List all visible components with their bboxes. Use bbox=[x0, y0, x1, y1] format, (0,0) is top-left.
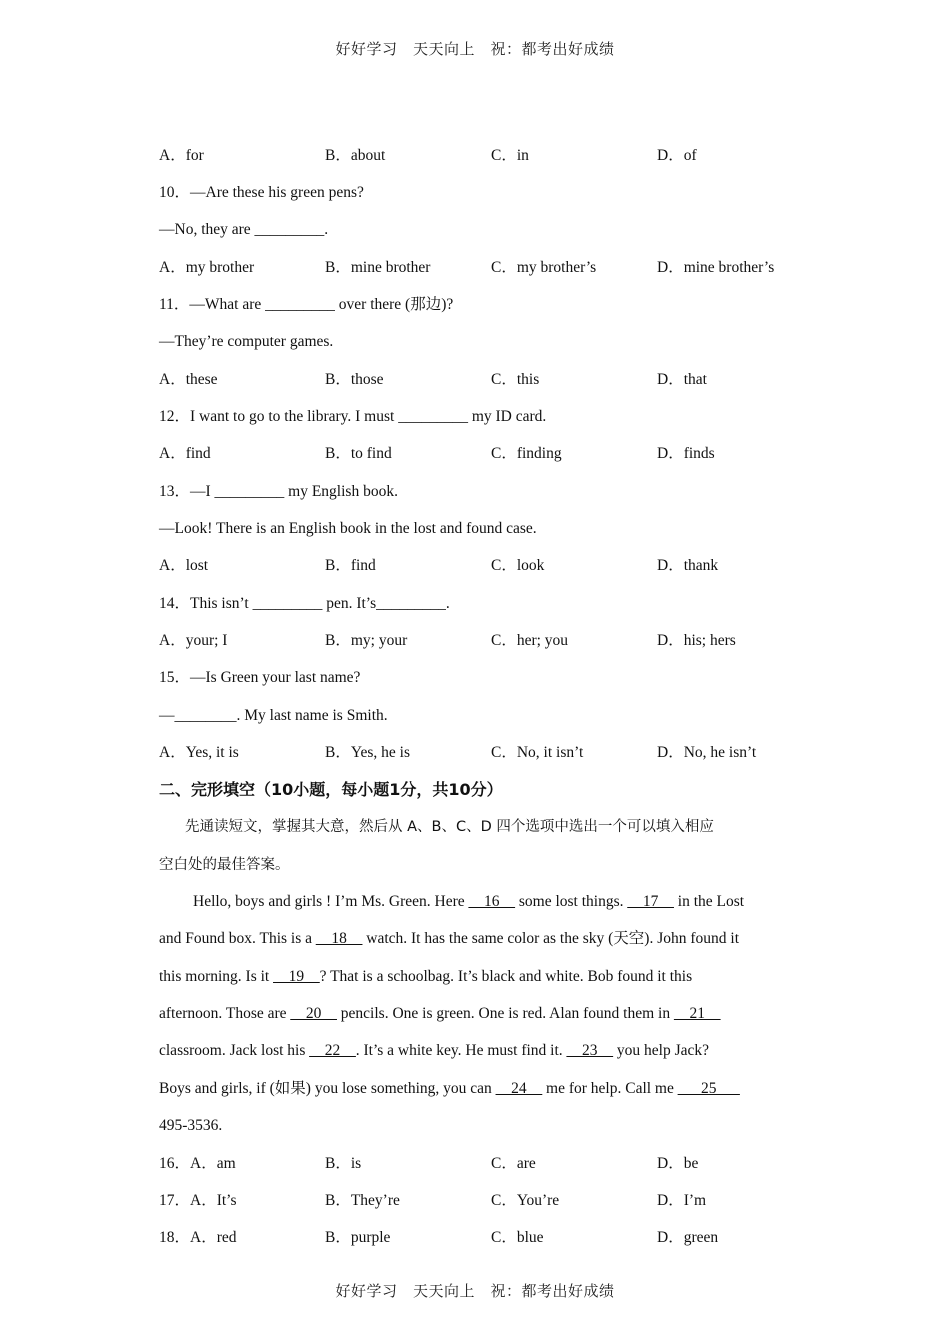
blank-16: __16__ bbox=[468, 893, 515, 910]
q15-line2: —________. My last name is Smith. bbox=[159, 707, 388, 724]
q16-option-c: C．are bbox=[491, 1155, 536, 1172]
passage-line-7: 495-3536. bbox=[159, 1117, 223, 1134]
passage-line-1 bbox=[193, 892, 744, 912]
q16-option-b: B．is bbox=[325, 1155, 362, 1172]
q17-option-b: B．They’re bbox=[325, 1192, 400, 1209]
passage-text: pencils. One is green. One is red. Alan found them in bbox=[336, 1005, 674, 1022]
q9-option-b: B．about bbox=[325, 147, 386, 164]
q15-option-c: C．No, it isn’t bbox=[491, 744, 584, 761]
passage-line-2 bbox=[159, 929, 739, 949]
q18-option-c: C．blue bbox=[491, 1229, 544, 1246]
q10-stem: 10．—Are these his green pens? bbox=[159, 184, 364, 201]
q11-option-b: B．those bbox=[325, 371, 384, 388]
q12-option-d: D．finds bbox=[657, 445, 715, 462]
passage-line-6 bbox=[159, 1079, 740, 1099]
blank-24: __24__ bbox=[495, 1080, 543, 1097]
section-title: 二、完形填空（10小题，每小题1分，共10分） bbox=[159, 780, 503, 799]
passage-text: classroom. Jack lost his bbox=[159, 1042, 310, 1059]
q10-option-a: A．my brother bbox=[159, 259, 255, 276]
q17-option-d: D．I’m bbox=[657, 1192, 707, 1209]
passage-text: afternoon. Those are bbox=[159, 1005, 291, 1022]
q13-option-b: B．find bbox=[325, 557, 376, 574]
q15-stem: 15．—Is Green your last name? bbox=[159, 669, 361, 686]
passage-text: Boys and girls, if (如果) you lose something, you can bbox=[159, 1080, 496, 1097]
section-instructions-2: 空白处的最佳答案。 bbox=[159, 857, 290, 873]
q12-stem: 12．I want to go to the library. I must _________ my ID card. bbox=[159, 408, 547, 425]
q14-option-d: D．his; hers bbox=[657, 632, 736, 649]
q13-stem: 13．—I _________ my English book. bbox=[159, 483, 398, 500]
q13-line2: —Look! There is an English book in the lost and found case. bbox=[159, 520, 537, 537]
q10-option-b: B．mine brother bbox=[325, 259, 431, 276]
q9-option-d: D．of bbox=[657, 147, 697, 164]
q11-option-a: A．these bbox=[159, 371, 218, 388]
passage-text: this morning. Is it bbox=[159, 968, 274, 985]
blank-25: ___25___ bbox=[677, 1080, 740, 1097]
q10-line2: —No, they are _________. bbox=[159, 221, 329, 238]
page-footer: 好好学习 天天向上 祝：都考出好成绩 bbox=[335, 1282, 615, 1300]
blank-17: __17__ bbox=[627, 893, 674, 910]
q15-option-b: B．Yes, he is bbox=[325, 744, 410, 761]
passage-text: some lost things. bbox=[515, 893, 628, 910]
q14-option-b: B．my; your bbox=[325, 632, 408, 649]
q11-stem: 11．—What are _________ over there (那边)? bbox=[159, 296, 454, 313]
blank-20: __20__ bbox=[290, 1005, 337, 1022]
q15-option-d: D．No, he isn’t bbox=[657, 744, 757, 761]
q11-option-c: C．this bbox=[491, 371, 540, 388]
blank-18: __18__ bbox=[315, 930, 363, 947]
q18-option-a: 18．A．red bbox=[159, 1229, 237, 1246]
passage-text: and Found box. This is a bbox=[159, 930, 316, 947]
passage-text: ? That is a schoolbag. It’s black and white. Bob found it this bbox=[319, 968, 693, 985]
passage-text: you help Jack? bbox=[613, 1042, 710, 1059]
q13-option-d: D．thank bbox=[657, 557, 719, 574]
q12-option-c: C．finding bbox=[491, 445, 562, 462]
q11-option-d: D．that bbox=[657, 371, 707, 388]
passage-text: Hello, boys and girls ! I’m Ms. Green. Here bbox=[193, 893, 469, 910]
q14-stem: 14．This isn’t _________ pen. It’s_________. bbox=[159, 595, 450, 612]
q16-option-d: D．be bbox=[657, 1155, 699, 1172]
q12-option-b: B．to find bbox=[325, 445, 392, 462]
q9-option-c: C．in bbox=[491, 147, 529, 164]
q11-line2: —They’re computer games. bbox=[159, 333, 334, 350]
blank-22: __22__ bbox=[309, 1042, 356, 1059]
q14-option-a: A．your; I bbox=[159, 632, 228, 649]
passage-text: in the Lost bbox=[673, 893, 745, 910]
blank-23: __23__ bbox=[566, 1042, 614, 1059]
blank-19: __19__ bbox=[273, 968, 320, 985]
q14-option-c: C．her; you bbox=[491, 632, 569, 649]
q10-option-d: D．mine brother’s bbox=[657, 259, 775, 276]
passage-text: watch. It has the same color as the sky (天空). John found it bbox=[362, 930, 740, 947]
q13-option-c: C．look bbox=[491, 557, 545, 574]
page-header: 好好学习 天天向上 祝：都考出好成绩 bbox=[335, 40, 615, 58]
passage-line-5 bbox=[159, 1041, 709, 1061]
section-instructions-1: 先通读短文，掌握其大意，然后从 A、B、C、D 四个选项中选出一个可以填入相应 bbox=[185, 819, 714, 835]
q17-option-a: 17．A．It’s bbox=[159, 1192, 237, 1209]
q18-option-b: B．purple bbox=[325, 1229, 391, 1246]
passage-text: me for help. Call me bbox=[542, 1080, 678, 1097]
q18-option-d: D．green bbox=[657, 1229, 719, 1246]
q12-option-a: A．find bbox=[159, 445, 211, 462]
q13-option-a: A．lost bbox=[159, 557, 209, 574]
q9-option-a: A．for bbox=[159, 147, 204, 164]
q16-option-a: 16．A．am bbox=[159, 1155, 236, 1172]
q10-option-c: C．my brother’s bbox=[491, 259, 597, 276]
passage-line-4 bbox=[159, 1004, 720, 1024]
passage-text: . It’s a white key. He must find it. bbox=[355, 1042, 567, 1059]
passage-line-3 bbox=[159, 967, 692, 987]
blank-21: __21__ bbox=[673, 1005, 721, 1022]
q17-option-c: C．You’re bbox=[491, 1192, 560, 1209]
q15-option-a: A．Yes, it is bbox=[159, 744, 239, 761]
